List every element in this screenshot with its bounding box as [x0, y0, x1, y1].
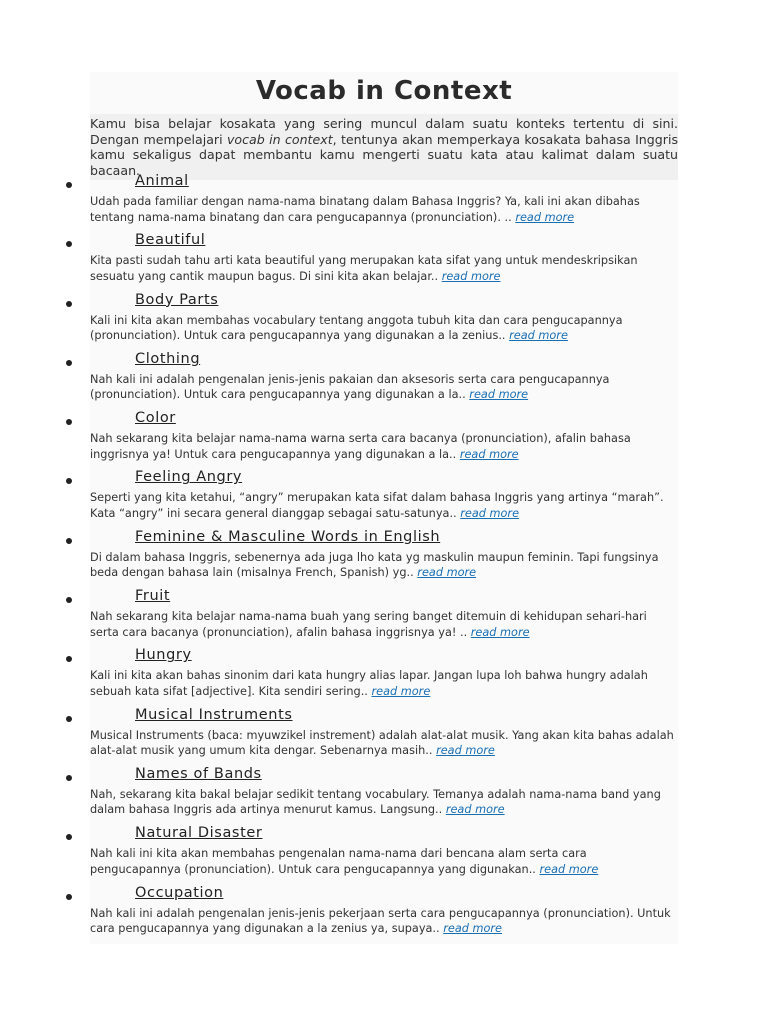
vocab-topic-list — [90, 173, 678, 949]
bullet-icon — [66, 360, 72, 366]
topic-description-text: Udah pada familiar dengan nama-nama binatang dalam Bahasa Inggris? Ya, kali ini akan dibahas tentang nama-nama binatang dan cara pengucapannya (pronunciation). .. — [90, 195, 640, 224]
read-more-link[interactable]: read more — [371, 684, 431, 698]
read-more-link[interactable]: read more — [469, 388, 529, 402]
bullet-icon — [66, 538, 72, 544]
document-page — [90, 72, 678, 944]
intro-text-end: , tentunya akan memperkaya kosakata bahasa Inggris kamu sekaligus dapat membantu kamu mengerti suatu kata atau kalimat dalam suatu bacaan. — [90, 131, 679, 178]
bullet-icon — [66, 597, 72, 603]
topic-description-text: Nah kali ini kita akan membahas pengenalan nama-nama dari bencana alam serta cara pengucapannya (pronunciation). Untuk cara pengucapannya yang digunakan.. — [90, 847, 587, 876]
intro-text-start: Kamu bisa belajar kosakata yang sering muncul dalam suatu konteks tertentu di sini. Dengan mempelajari — [90, 116, 678, 147]
bullet-icon — [66, 716, 72, 722]
bullet-icon — [66, 656, 72, 662]
topic-description — [90, 846, 678, 877]
topic-description — [90, 668, 678, 699]
topic-description — [90, 194, 678, 225]
list-item — [90, 528, 678, 593]
topic-title-link[interactable]: Occupation — [135, 884, 224, 901]
list-item — [90, 410, 678, 474]
bullet-icon — [66, 301, 72, 307]
topic-description-text: Nah kali ini adalah pengenalan jenis-jenis pekerjaan serta cara pengucapannya (pronunciation). Untuk cara pengucapannya yang digunakan a la zenius ya, supaya.. — [90, 906, 671, 936]
intro-paragraph — [90, 114, 678, 180]
topic-description — [90, 490, 678, 521]
read-more-link[interactable]: read more — [470, 625, 530, 639]
topic-description-text: Kali ini kita akan bahas sinonim dari kata hungry alias lapar. Jangan lupa loh bahwa hungry adalah sebuah kata sifat [adjective]. Kita sendiri sering.. — [90, 669, 648, 698]
topic-title-link[interactable]: Fruit — [135, 588, 171, 605]
intro-emphasis: vocab in context — [226, 131, 333, 147]
list-item — [90, 588, 678, 652]
topic-description — [90, 431, 678, 462]
list-item — [90, 232, 678, 296]
bullet-icon — [66, 894, 72, 900]
list-item — [90, 765, 678, 830]
topic-title-link[interactable]: Feeling Angry — [135, 469, 243, 486]
list-item — [90, 884, 678, 949]
topic-title-link[interactable]: Body Parts — [135, 291, 219, 308]
topic-description — [90, 728, 678, 759]
topic-description — [90, 787, 678, 818]
topic-title-link[interactable]: Names of Bands — [135, 765, 262, 782]
read-more-link[interactable]: read more — [515, 210, 575, 224]
topic-description-text: Kali ini kita akan membahas vocabulary tentang anggota tubuh kita dan cara pengucapannya (pronunciation). Untuk cara pengucapannya yang digunakan a la zenius.. — [90, 313, 623, 343]
topic-description-text: Di dalam bahasa Inggris, sebenernya ada juga lho kata yg maskulin maupun feminin. Tapi fungsinya beda dengan bahasa lain (misalnya French, Spanish) yg.. — [90, 550, 659, 580]
topic-title-link[interactable]: Hungry — [135, 647, 192, 664]
read-more-link[interactable]: read more — [441, 269, 501, 283]
topic-description — [90, 906, 678, 937]
topic-title-link[interactable]: Beautiful — [135, 232, 206, 249]
bullet-icon — [66, 834, 72, 840]
bullet-icon — [66, 419, 72, 425]
topic-title-link[interactable]: Musical Instruments — [135, 706, 293, 723]
list-item — [90, 350, 678, 415]
read-more-link[interactable]: read more — [443, 922, 503, 936]
topic-title-link[interactable]: Color — [135, 410, 176, 427]
topic-description — [90, 372, 678, 403]
list-item — [90, 173, 678, 237]
list-item — [90, 291, 678, 356]
topic-description-text: Nah sekarang kita belajar nama-nama warna serta cara bacanya (pronunciation), afalin bahasa inggrisnya ya! Untuk cara pengucapannya yang digunakan a la.. — [90, 432, 631, 461]
topic-description-text: Musical Instruments (baca: myuwzikel instrement) adalah alat-alat musik. Yang akan kita bahas adalah alat-alat musik yang umum kita dengar. Sebenarnya masih.. — [90, 728, 674, 758]
read-more-link[interactable]: read more — [509, 329, 568, 343]
topic-title-link[interactable]: Animal — [135, 173, 189, 189]
topic-description-text: Nah kali ini adalah pengenalan jenis-jenis pakaian dan aksesoris serta cara pengucapannya (pronunciation). Untuk cara pengucapannya yang digunakan a la.. — [90, 372, 610, 402]
bullet-icon — [66, 241, 72, 247]
topic-description — [90, 609, 678, 640]
bullet-icon — [66, 775, 72, 781]
read-more-link[interactable]: read more — [436, 744, 495, 758]
topic-description-text: Nah, sekarang kita bakal belajar sedikit tentang vocabulary. Temanya adalah nama-nama band yang dalam bahasa Inggris ada artinya menurut kamus. Langsung.. — [90, 787, 661, 817]
bullet-icon — [66, 478, 72, 484]
read-more-link[interactable]: read more — [445, 803, 505, 817]
topic-title-link[interactable]: Natural Disaster — [135, 825, 263, 842]
topic-description-text: Kita pasti sudah tahu arti kata beautiful yang merupakan kata sifat yang untuk mendeskripsikan sesuatu yang cantik maupun bagus. Di sini kita akan belajar.. — [90, 254, 638, 283]
read-more-link[interactable]: read more — [459, 447, 519, 461]
topic-description — [90, 313, 678, 344]
list-item — [90, 647, 678, 711]
list-item — [90, 706, 678, 771]
topic-description-text: Nah sekarang kita belajar nama-nama buah yang sering banget ditemuin di kehidupan sehari-hari serta cara bacanya (pronunciation), afalin bahasa inggrisnya ya! .. — [90, 610, 647, 639]
topic-description-text: Seperti yang kita ketahui, “angry” merupakan kata sifat dalam bahasa Inggris yang artinya “marah”. Kata “angry” ini secara general dianggap sebagai satu-satunya.. — [90, 491, 664, 520]
bullet-icon — [66, 182, 72, 188]
read-more-link[interactable]: read more — [460, 506, 520, 520]
topic-title-link[interactable]: Feminine & Masculine Words in English — [135, 528, 441, 545]
topic-title-link[interactable]: Clothing — [135, 350, 201, 367]
topic-description — [90, 253, 678, 284]
read-more-link[interactable]: read more — [417, 566, 477, 580]
read-more-link[interactable]: read more — [539, 862, 599, 876]
topic-description — [90, 550, 678, 581]
page-title: Vocab in Context — [255, 76, 513, 106]
list-item — [90, 825, 678, 889]
list-item — [90, 469, 678, 533]
